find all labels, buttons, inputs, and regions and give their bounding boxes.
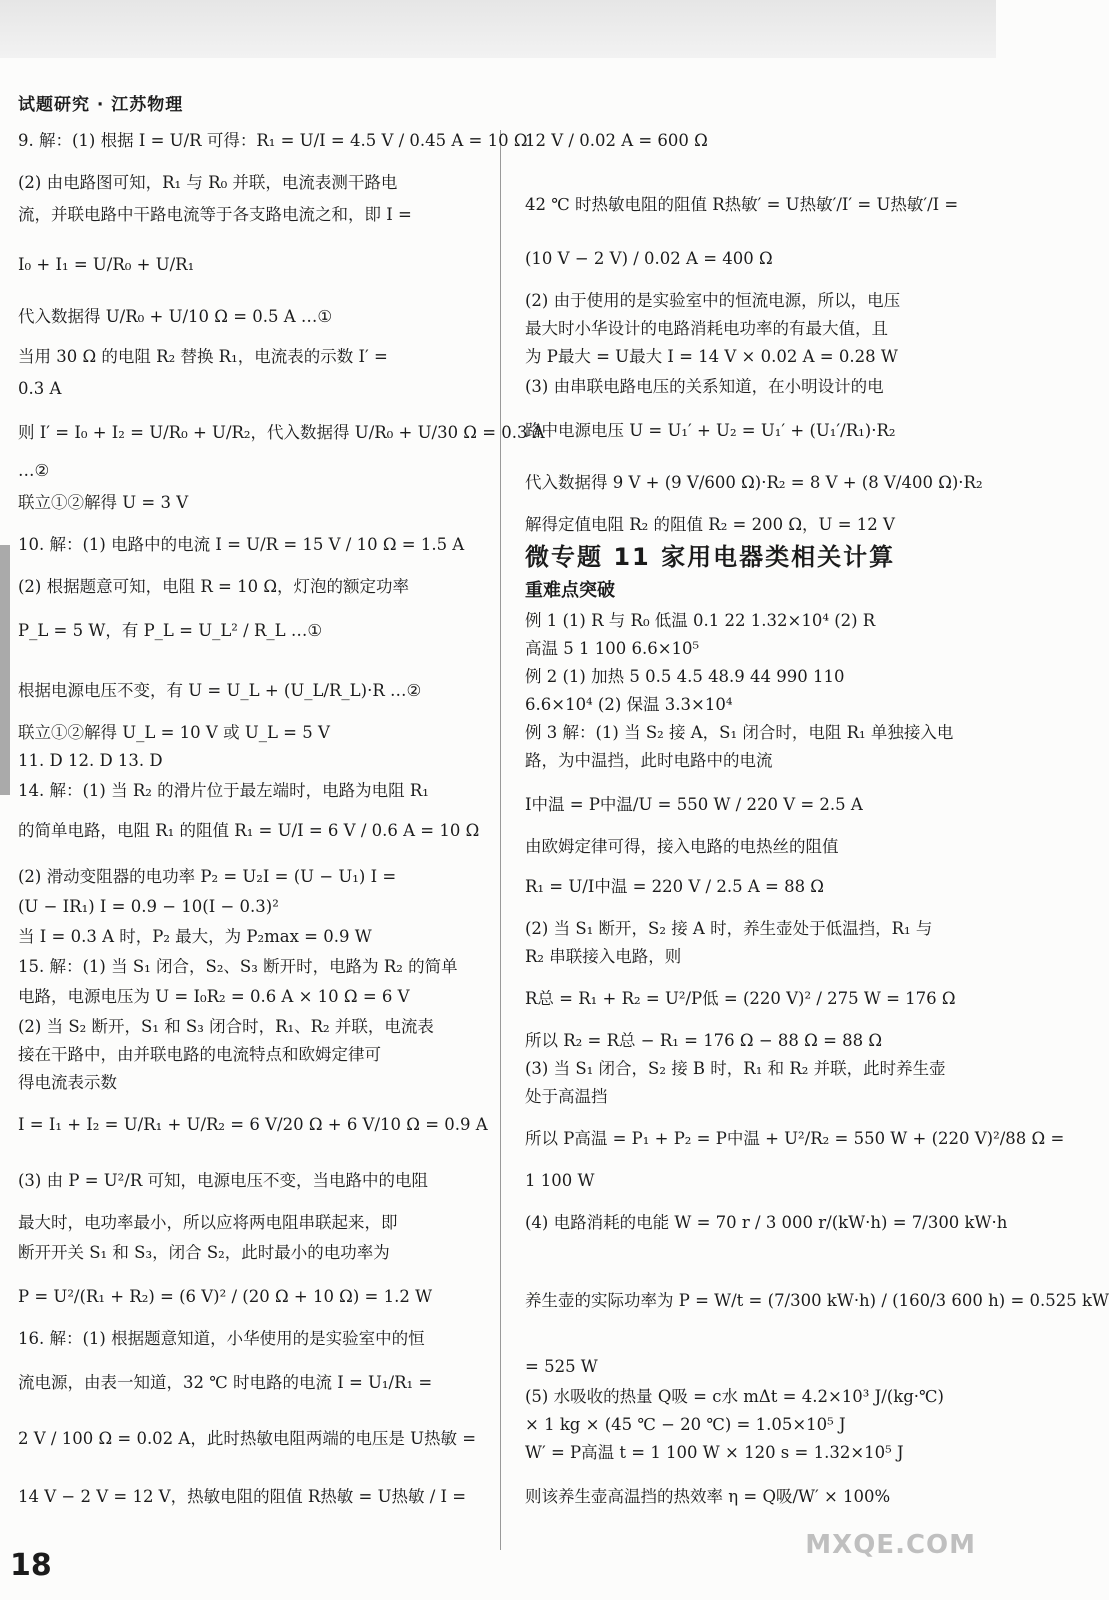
right-line: 42 ℃ 时热敏电阻的阻值 R热敏′ = U热敏′/I′ = U热敏′/I =	[525, 195, 959, 214]
left-line: 得电流表示数	[18, 1073, 117, 1092]
left-line: 联立①②解得 U_L = 10 V 或 U_L = 5 V	[18, 723, 330, 742]
right-line: 所以 R₂ = R总 − R₁ = 176 Ω − 88 Ω = 88 Ω	[525, 1031, 883, 1050]
left-line: 2 V / 100 Ω = 0.02 A，此时热敏电阻两端的电压是 U热敏 =	[18, 1429, 477, 1448]
left-line: 根据电源电压不变，有 U = U_L + (U_L/R_L)·R …②	[18, 681, 422, 700]
page-edge-tab	[0, 545, 10, 795]
left-line: (2) 根据题意可知，电阻 R = 10 Ω，灯泡的额定功率	[18, 577, 410, 596]
right-line: 6.6×10⁴ (2) 保温 3.3×10⁴	[525, 695, 733, 714]
left-line: 0.3 A	[18, 379, 62, 398]
right-line: R总 = R₁ + R₂ = U²/P低 = (220 V)² / 275 W = 176 Ω	[525, 989, 956, 1008]
watermark: MXQE.COM	[805, 1530, 976, 1560]
left-line: 代入数据得 U/R₀ + U/10 Ω = 0.5 A …①	[18, 307, 333, 326]
left-line: (3) 由 P = U²/R 可知，电源电压不变，当电路中的电阻	[18, 1171, 429, 1190]
right-line: 为 P最大 = U最大 I = 14 V × 0.02 A = 0.28 W	[525, 347, 898, 366]
right-line: 最大时小华设计的电路消耗电功率的有最大值，且	[525, 319, 888, 338]
left-line: (2) 滑动变阻器的电功率 P₂ = U₂I = (U − U₁) I =	[18, 867, 397, 886]
left-line: 断开开关 S₁ 和 S₃，闭合 S₂，此时最小的电功率为	[18, 1243, 390, 1262]
right-line: (10 V − 2 V) / 0.02 A = 400 Ω	[525, 249, 773, 268]
left-line: 则 I′ = I₀ + I₂ = U/R₀ + U/R₂，代入数据得 U/R₀ + U/30 Ω = 0.3 A	[18, 423, 545, 442]
left-line: 15. 解：(1) 当 S₁ 闭合，S₂、S₃ 断开时，电路为 R₂ 的简单	[18, 957, 458, 976]
left-line: 14 V − 2 V = 12 V，热敏电阻的阻值 R热敏 = U热敏 / I =	[18, 1487, 467, 1506]
right-line: × 1 kg × (45 ℃ − 20 ℃) = 1.05×10⁵ J	[525, 1415, 846, 1434]
right-line: (4) 电路消耗的电能 W = 70 r / 3 000 r/(kW·h) = 7/300 kW·h	[525, 1213, 1008, 1232]
right-line: 所以 P高温 = P₁ + P₂ = P中温 + U²/R₂ = 550 W + (220 V)²/88 Ω =	[525, 1129, 1065, 1148]
left-line: 流电源，由表一知道，32 ℃ 时电路的电流 I = U₁/R₁ =	[18, 1373, 433, 1392]
left-line: 11. D 12. D 13. D	[18, 751, 163, 770]
right-line: 重难点突破	[525, 580, 615, 601]
right-line: I中温 = P中温/U = 550 W / 220 V = 2.5 A	[525, 795, 863, 814]
left-line: 14. 解：(1) 当 R₂ 的滑片位于最左端时，电路为电阻 R₁	[18, 781, 429, 800]
left-line: I₀ + I₁ = U/R₀ + U/R₁	[18, 255, 195, 274]
right-line: 例 2 (1) 加热 5 0.5 4.5 48.9 44 990 110	[525, 667, 845, 686]
right-line: 1 100 W	[525, 1171, 595, 1190]
left-line: 10. 解：(1) 电路中的电流 I = U/R = 15 V / 10 Ω = 1.5 A	[18, 535, 465, 554]
right-line: (2) 由于使用的是实验室中的恒流电源，所以，电压	[525, 291, 901, 310]
right-line: (3) 由串联电路电压的关系知道，在小明设计的电	[525, 377, 884, 396]
right-line: 解得定值电阻 R₂ 的阻值 R₂ = 200 Ω，U = 12 V	[525, 515, 895, 534]
right-line: 则该养生壶高温挡的热效率 η = Q吸/W′ × 100%	[525, 1487, 891, 1506]
right-line: (2) 当 S₁ 断开，S₂ 接 A 时，养生壶处于低温挡，R₁ 与	[525, 919, 933, 938]
right-line: 代入数据得 9 V + (9 V/600 Ω)·R₂ = 8 V + (8 V/400 Ω)·R₂	[525, 473, 983, 492]
left-line: …②	[18, 461, 50, 480]
left-line: 的简单电路，电阻 R₁ 的阻值 R₁ = U/I = 6 V / 0.6 A = 10 Ω	[18, 821, 480, 840]
left-line: 最大时，电功率最小，所以应将两电阻串联起来，即	[18, 1213, 398, 1232]
right-line: 养生壶的实际功率为 P = W/t = (7/300 kW·h) / (160/3 600 h) = 0.525 kW	[525, 1291, 1109, 1310]
left-line: (2) 当 S₂ 断开，S₁ 和 S₃ 闭合时，R₁、R₂ 并联，电流表	[18, 1017, 434, 1036]
top-banner	[0, 0, 996, 58]
left-line: 16. 解：(1) 根据题意知道，小华使用的是实验室中的恒	[18, 1329, 425, 1348]
right-line: 高温 5 1 100 6.6×10⁵	[525, 639, 700, 658]
left-line: I = I₁ + I₂ = U/R₁ + U/R₂ = 6 V/20 Ω + 6 V/10 Ω = 0.9 A	[18, 1115, 488, 1134]
column-divider	[500, 130, 501, 1550]
right-line: 例 1 (1) R 与 R₀ 低温 0.1 22 1.32×10⁴ (2) R	[525, 611, 876, 630]
left-line: (2) 由电路图可知，R₁ 与 R₀ 并联，电流表测干路电	[18, 173, 398, 192]
page-header: 试题研究 · 江苏物理	[18, 95, 184, 115]
left-line: 流，并联电路中干路电流等于各支路电流之和，即 I =	[18, 205, 412, 224]
left-line: 当用 30 Ω 的电阻 R₂ 替换 R₁，电流表的示数 I′ =	[18, 347, 388, 366]
left-line: 联立①②解得 U = 3 V	[18, 493, 189, 512]
right-line: R₂ 串联接入电路，则	[525, 947, 682, 966]
right-line: 微专题 11 家用电器类相关计算	[525, 543, 896, 571]
left-line: 9. 解：(1) 根据 I = U/R 可得：R₁ = U/I = 4.5 V / 0.45 A = 10 Ω	[18, 131, 528, 150]
right-line: R₁ = U/I中温 = 220 V / 2.5 A = 88 Ω	[525, 877, 824, 896]
right-line: (3) 当 S₁ 闭合，S₂ 接 B 时，R₁ 和 R₂ 并联，此时养生壶	[525, 1059, 946, 1078]
right-line: 路中电源电压 U = U₁′ + U₂ = U₁′ + (U₁′/R₁)·R₂	[525, 421, 896, 440]
left-line: (U − IR₁) I = 0.9 − 10(I − 0.3)²	[18, 897, 279, 916]
right-line: (5) 水吸收的热量 Q吸 = c水 mΔt = 4.2×10³ J/(kg·℃)	[525, 1387, 944, 1406]
left-line: P_L = 5 W，有 P_L = U_L² / R_L …①	[18, 621, 323, 640]
right-line: 12 V / 0.02 A = 600 Ω	[525, 131, 708, 150]
left-line: 接在干路中，由并联电路的电流特点和欧姆定律可	[18, 1045, 381, 1064]
right-line: 路，为中温挡，此时电路中的电流	[525, 751, 773, 770]
left-line: 电路，电源电压为 U = I₀R₂ = 0.6 A × 10 Ω = 6 V	[18, 987, 410, 1006]
page-number: 18	[10, 1548, 52, 1583]
right-line: W′ = P高温 t = 1 100 W × 120 s = 1.32×10⁵ J	[525, 1443, 904, 1462]
right-line: 处于高温挡	[525, 1087, 608, 1106]
left-line: 当 I = 0.3 A 时，P₂ 最大，为 P₂max = 0.9 W	[18, 927, 372, 946]
left-line: P = U²/(R₁ + R₂) = (6 V)² / (20 Ω + 10 Ω) = 1.2 W	[18, 1287, 433, 1306]
right-line: 例 3 解：(1) 当 S₂ 接 A，S₁ 闭合时，电阻 R₁ 单独接入电	[525, 723, 954, 742]
right-line: = 525 W	[525, 1357, 598, 1376]
right-line: 由欧姆定律可得，接入电路的电热丝的阻值	[525, 837, 839, 856]
